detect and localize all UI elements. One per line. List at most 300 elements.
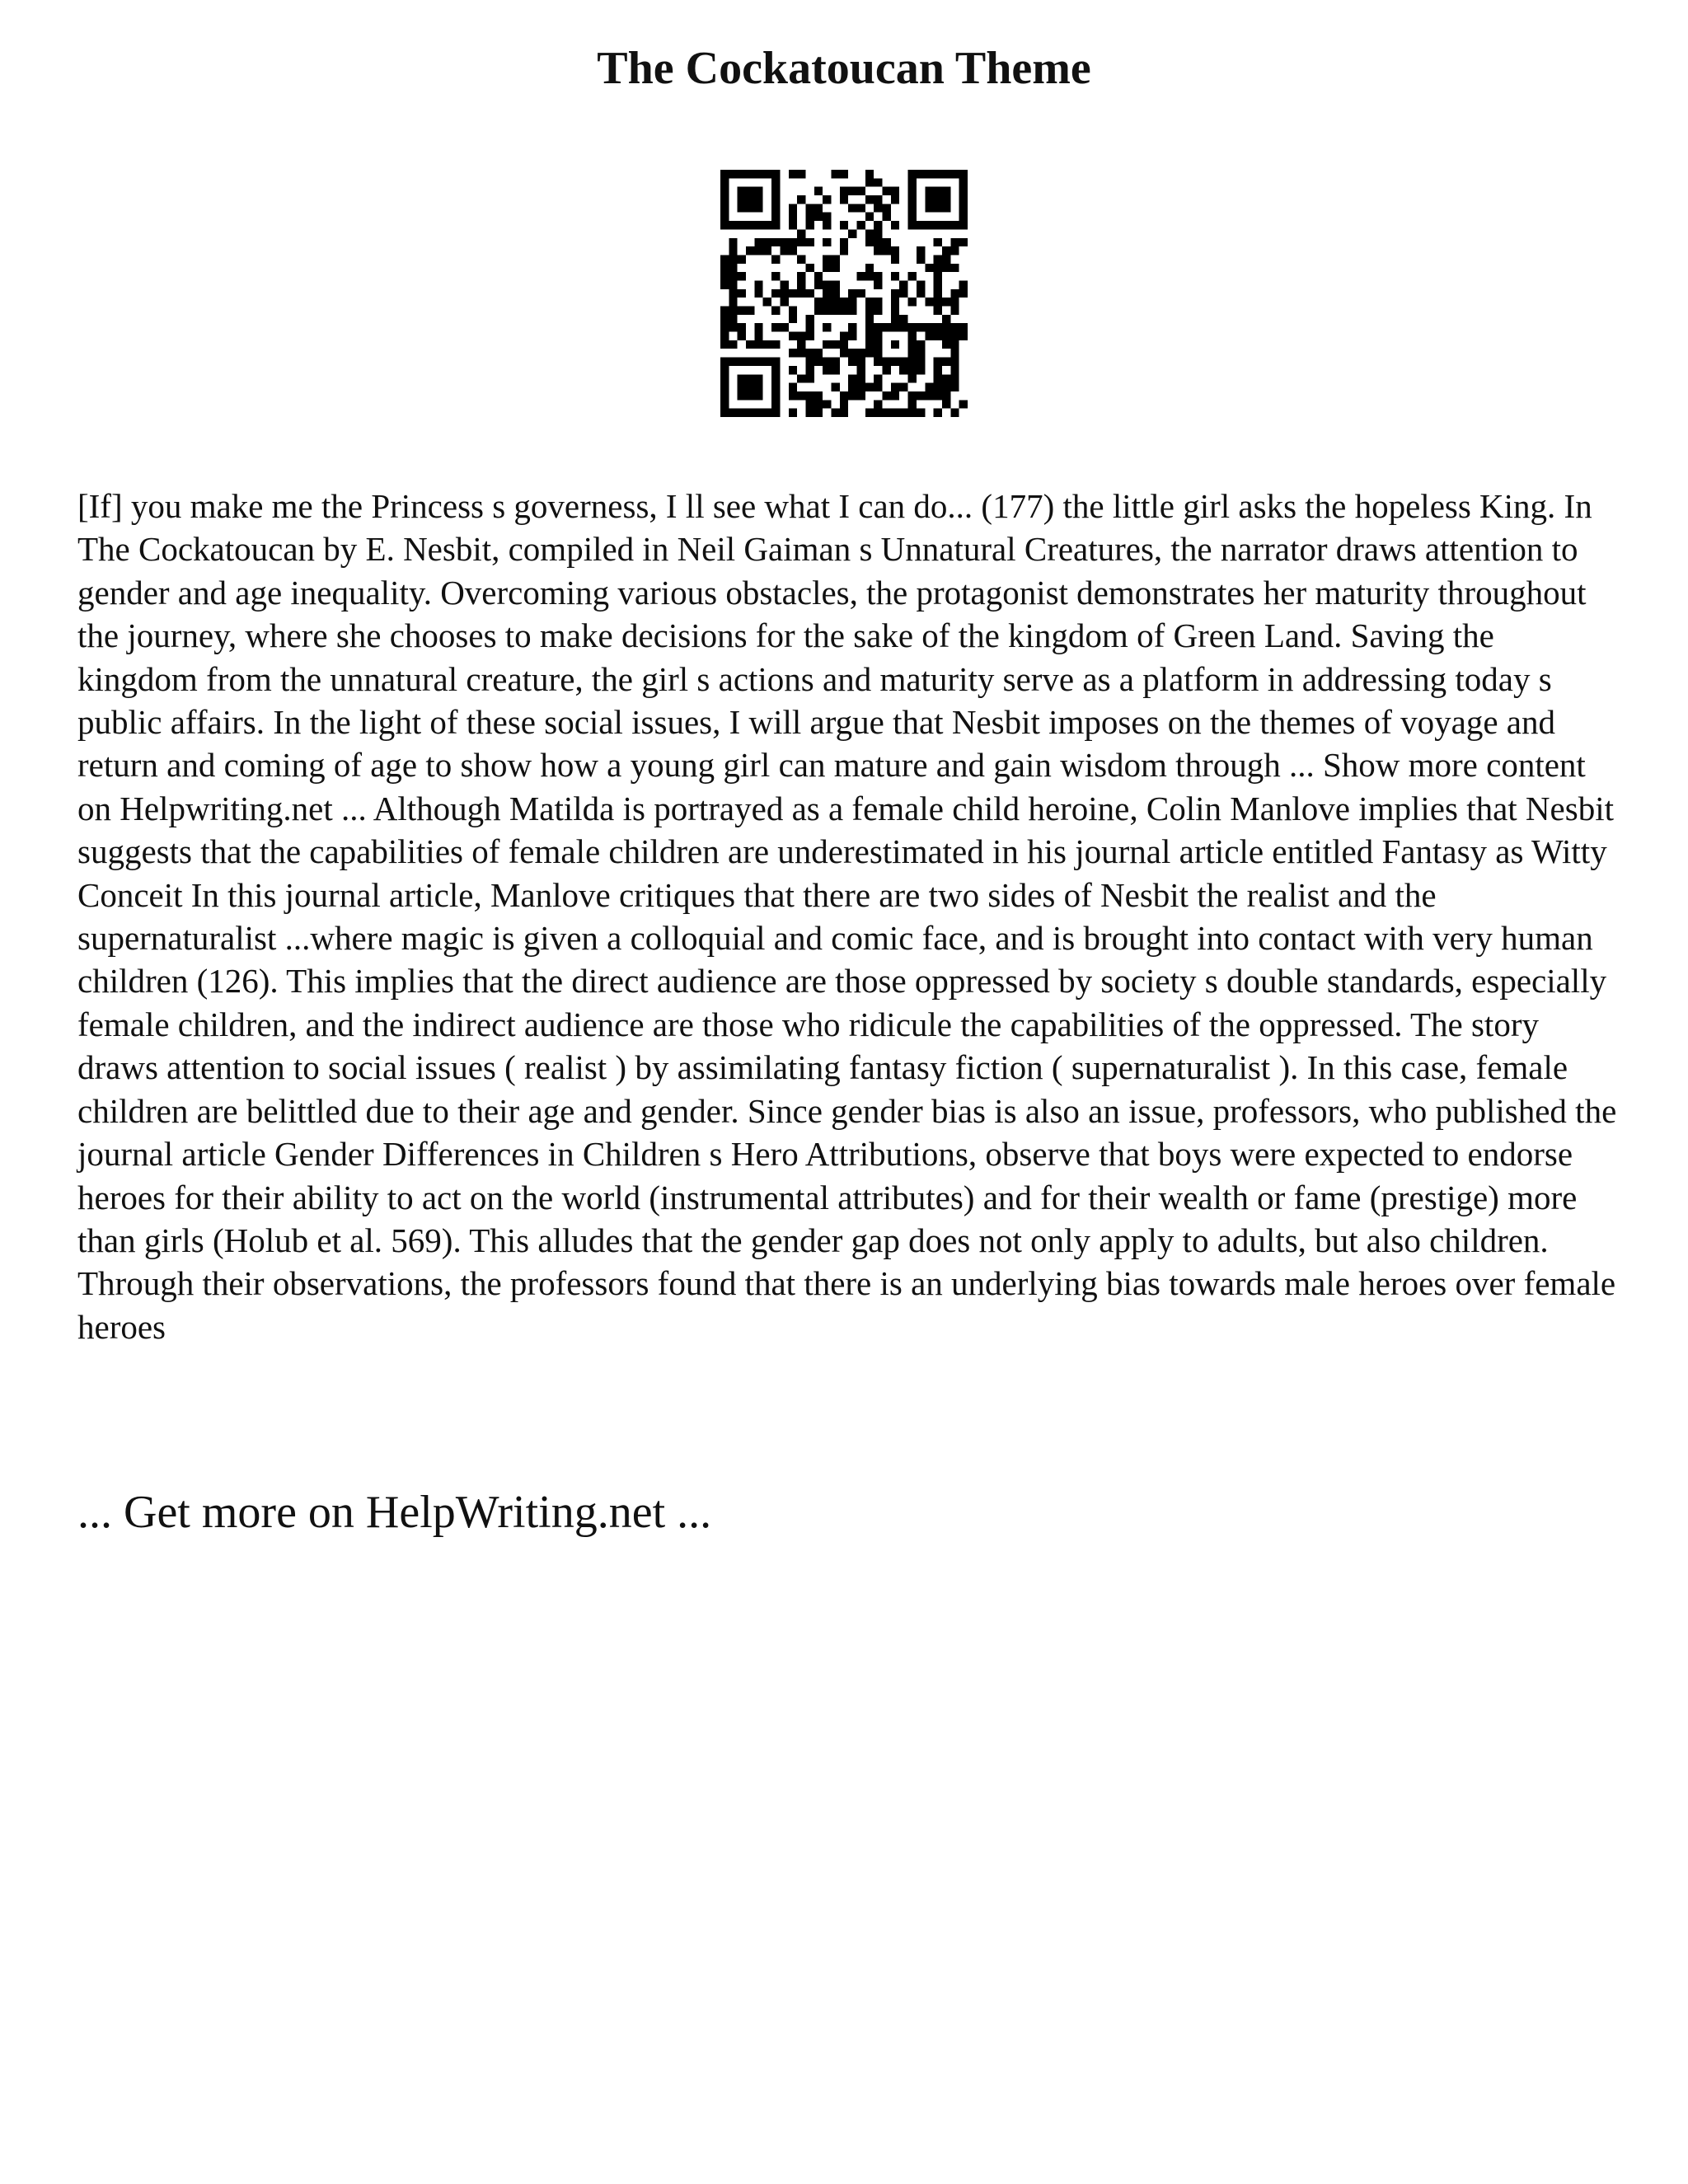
- qr-module: [738, 255, 746, 263]
- qr-module: [771, 400, 780, 408]
- qr-module: [729, 170, 737, 178]
- qr-module: [754, 323, 762, 331]
- qr-module: [729, 238, 737, 246]
- qr-module: [797, 332, 805, 340]
- qr-module: [942, 264, 950, 272]
- qr-module: [797, 170, 805, 178]
- qr-module: [771, 383, 780, 391]
- qr-module: [746, 170, 754, 178]
- qr-module: [917, 280, 925, 288]
- qr-module: [891, 315, 899, 323]
- qr-module: [789, 213, 797, 221]
- qr-module: [848, 391, 856, 400]
- qr-module: [942, 400, 950, 408]
- qr-module: [950, 340, 959, 349]
- qr-module: [840, 170, 848, 178]
- qr-module: [891, 307, 899, 315]
- qr-module: [797, 349, 805, 357]
- qr-module: [865, 383, 874, 391]
- qr-module: [814, 280, 823, 288]
- qr-module: [738, 409, 746, 417]
- qr-module: [763, 298, 771, 306]
- qr-module: [908, 332, 917, 340]
- qr-module: [917, 246, 925, 255]
- qr-module: [805, 349, 814, 357]
- qr-module: [720, 255, 729, 263]
- qr-module: [934, 272, 942, 280]
- qr-module: [823, 221, 831, 229]
- qr-module: [908, 298, 917, 306]
- qr-module: [942, 315, 950, 323]
- qr-module: [840, 221, 848, 229]
- qr-module: [942, 187, 950, 195]
- qr-module: [908, 366, 917, 374]
- qr-module: [925, 221, 933, 229]
- qr-module: [771, 340, 780, 349]
- qr-module: [805, 213, 814, 221]
- qr-module: [780, 289, 788, 298]
- qr-module: [848, 383, 856, 391]
- qr-module: [771, 195, 780, 204]
- qr-module: [754, 374, 762, 382]
- qr-module: [959, 178, 968, 186]
- qr-module: [805, 315, 814, 323]
- qr-module: [729, 264, 737, 272]
- qr-module: [908, 213, 917, 221]
- qr-module: [771, 307, 780, 315]
- qr-module: [857, 349, 865, 357]
- qr-module: [917, 221, 925, 229]
- qr-module: [925, 323, 933, 331]
- qr-module: [942, 391, 950, 400]
- qr-module: [942, 255, 950, 263]
- qr-module: [874, 238, 882, 246]
- qr-module: [899, 409, 907, 417]
- qr-module: [848, 307, 856, 315]
- qr-module: [840, 349, 848, 357]
- qr-module: [754, 289, 762, 298]
- qr-code-graphic: [720, 170, 968, 417]
- qr-module: [720, 315, 729, 323]
- qr-module: [857, 289, 865, 298]
- qr-module: [865, 409, 874, 417]
- qr-module: [934, 358, 942, 366]
- qr-module: [959, 213, 968, 221]
- qr-module: [883, 213, 891, 221]
- qr-module: [814, 307, 823, 315]
- qr-module: [857, 187, 865, 195]
- qr-module: [738, 187, 746, 195]
- qr-module: [934, 255, 942, 263]
- qr-module: [746, 409, 754, 417]
- qr-module: [754, 340, 762, 349]
- qr-module: [942, 358, 950, 366]
- qr-module: [797, 289, 805, 298]
- qr-module: [883, 366, 891, 374]
- qr-module: [950, 383, 959, 391]
- qr-module: [729, 221, 737, 229]
- qr-module: [934, 383, 942, 391]
- qr-module: [950, 349, 959, 357]
- qr-module: [720, 366, 729, 374]
- qr-module: [763, 238, 771, 246]
- qr-module: [959, 187, 968, 195]
- qr-module: [720, 374, 729, 382]
- qr-module: [789, 391, 797, 400]
- qr-module: [814, 272, 823, 280]
- qr-module: [942, 323, 950, 331]
- qr-module: [729, 280, 737, 288]
- qr-module: [883, 187, 891, 195]
- qr-module: [899, 315, 907, 323]
- qr-module: [720, 272, 729, 280]
- qr-module: [814, 204, 823, 212]
- qr-module: [865, 323, 874, 331]
- qr-module: [805, 366, 814, 374]
- qr-module: [934, 280, 942, 288]
- body-paragraph: [If] you make me the Princess s governess, I ll see what I can do... (177) the little girl asks the hopeless King. In The Cockatoucan by E. Nesbit, compiled in Neil Gaiman s Unnatural Creatures, the narrator draws attention to gender and age inequality. Overcoming various obstacles, the protagonist demonstrates her maturity throughout the journey, where she chooses to make decisions for the sake of the kingdom of Green Land. Saving the kingdom from the unnatural creature, the girl s actions and maturity serve as a platform in addressing today s public affairs. In the light of these social issues, I will argue that Nesbit imposes on the themes of voyage and return and coming of age to show how a young girl can mature and gain wisdom through ... Show more content on Helpwriting.net ... Although Matilda is portrayed as a female child heroine, Colin Manlove implies that Nesbit suggests that the capabilities of female children are underestimated in his journal article entitled Fantasy as Witty Conceit In this journal article, Manlove critiques that there are two sides of Nesbit the realist and the supernaturalist ...where magic is given a colloquial and comic face, and is brought into contact with very human children (126). This implies that the direct audience are those oppressed by society s double standards, especially female children, and the indirect audience are those who ridicule the capabilities of the oppressed. The story draws attention to social issues ( realist ) by assimilating fantasy fiction ( supernaturalist ). In this case, female children are belittled due to their age and gender. Since gender bias is also an issue, professors, who published the journal article Gender Differences in Children s Hero Attributions, observe that boys were expected to endorse heroes for their ability to act on the world (instrumental attributes) and for their wealth or fame (prestige) more than girls (Holub et al. 569). This alludes that the gender gap does not only apply to adults, but also children. Through their observations, the professors found that there is an underlying bias towards male heroes over female heroes: [77, 487, 1617, 1346]
- qr-module: [908, 409, 917, 417]
- qr-module: [823, 323, 831, 331]
- qr-module: [738, 391, 746, 400]
- qr-module: [831, 289, 839, 298]
- qr-module: [771, 374, 780, 382]
- qr-module: [729, 409, 737, 417]
- qr-module: [831, 340, 839, 349]
- qr-module: [857, 366, 865, 374]
- qr-module: [848, 187, 856, 195]
- qr-module: [908, 374, 917, 382]
- qr-module: [805, 323, 814, 331]
- qr-module: [746, 383, 754, 391]
- qr-module: [959, 170, 968, 178]
- qr-module: [934, 170, 942, 178]
- qr-module: [738, 289, 746, 298]
- qr-module: [823, 264, 831, 272]
- qr-module: [908, 358, 917, 366]
- qr-module: [908, 340, 917, 349]
- qr-module: [771, 366, 780, 374]
- qr-module: [780, 298, 788, 306]
- qr-module: [720, 332, 729, 340]
- qr-module: [925, 391, 933, 400]
- qr-module: [917, 349, 925, 357]
- qr-code-icon[interactable]: [720, 170, 968, 417]
- qr-module: [780, 280, 788, 288]
- qr-module: [934, 221, 942, 229]
- qr-module: [874, 307, 882, 315]
- qr-module: [797, 229, 805, 237]
- qr-module: [934, 391, 942, 400]
- qr-module: [908, 178, 917, 186]
- qr-module: [771, 391, 780, 400]
- qr-module: [934, 298, 942, 306]
- qr-module: [908, 204, 917, 212]
- qr-module: [925, 204, 933, 212]
- qr-module: [805, 400, 814, 408]
- qr-module: [950, 246, 959, 255]
- qr-module: [729, 255, 737, 263]
- qr-module: [848, 323, 856, 331]
- qr-module: [934, 332, 942, 340]
- qr-module: [883, 246, 891, 255]
- qr-module: [831, 170, 839, 178]
- qr-module: [763, 246, 771, 255]
- qr-module: [883, 409, 891, 417]
- qr-module: [917, 340, 925, 349]
- qr-module: [720, 221, 729, 229]
- qr-module: [934, 409, 942, 417]
- qr-module: [805, 409, 814, 417]
- qr-module: [874, 358, 882, 366]
- qr-module: [891, 298, 899, 306]
- qr-module: [746, 221, 754, 229]
- qr-module: [746, 195, 754, 204]
- qr-module: [814, 391, 823, 400]
- qr-module: [789, 315, 797, 323]
- qr-module: [865, 340, 874, 349]
- qr-module: [942, 374, 950, 382]
- qr-module: [789, 170, 797, 178]
- qr-module: [840, 187, 848, 195]
- qr-module: [780, 238, 788, 246]
- qr-module: [831, 383, 839, 391]
- qr-module: [831, 366, 839, 374]
- qr-module: [720, 391, 729, 400]
- qr-module: [848, 298, 856, 306]
- qr-module: [865, 298, 874, 306]
- qr-module: [908, 272, 917, 280]
- qr-module: [738, 323, 746, 331]
- qr-module: [891, 409, 899, 417]
- qr-module: [934, 307, 942, 315]
- qr-module: [934, 204, 942, 212]
- qr-module: [840, 340, 848, 349]
- qr-module: [797, 280, 805, 288]
- qr-module: [950, 221, 959, 229]
- qr-module: [874, 374, 882, 382]
- qr-module: [823, 280, 831, 288]
- qr-module: [720, 358, 729, 366]
- qr-module: [823, 195, 831, 204]
- qr-module: [789, 238, 797, 246]
- qr-module: [917, 366, 925, 374]
- qr-module: [950, 358, 959, 366]
- qr-module: [959, 323, 968, 331]
- qr-module: [738, 383, 746, 391]
- qr-module: [789, 409, 797, 417]
- qr-module: [805, 289, 814, 298]
- qr-module: [959, 400, 968, 408]
- qr-module: [720, 170, 729, 178]
- get-more-link[interactable]: ... Get more on HelpWriting.net ...: [77, 1487, 712, 1538]
- qr-module: [738, 374, 746, 382]
- qr-module: [771, 187, 780, 195]
- qr-module: [763, 340, 771, 349]
- qr-module: [797, 374, 805, 382]
- qr-module: [865, 213, 874, 221]
- qr-module: [874, 383, 882, 391]
- qr-module: [891, 323, 899, 331]
- qr-module: [729, 323, 737, 331]
- qr-module: [908, 349, 917, 357]
- qr-module: [925, 195, 933, 204]
- qr-module: [942, 195, 950, 204]
- qr-module: [934, 187, 942, 195]
- qr-module: [874, 349, 882, 357]
- qr-module: [763, 358, 771, 366]
- qr-module: [754, 332, 762, 340]
- qr-module: [848, 349, 856, 357]
- qr-module: [763, 221, 771, 229]
- qr-module: [754, 358, 762, 366]
- qr-module: [917, 289, 925, 298]
- qr-module: [823, 358, 831, 366]
- qr-module: [754, 204, 762, 212]
- qr-module: [891, 187, 899, 195]
- qr-module: [908, 195, 917, 204]
- qr-module: [814, 298, 823, 306]
- qr-module: [814, 349, 823, 357]
- qr-module: [805, 238, 814, 246]
- qr-module: [874, 332, 882, 340]
- qr-module: [720, 187, 729, 195]
- qr-module: [754, 187, 762, 195]
- qr-module: [805, 358, 814, 366]
- qr-module: [908, 187, 917, 195]
- qr-module: [754, 170, 762, 178]
- qr-module: [840, 409, 848, 417]
- qr-module: [738, 204, 746, 212]
- qr-module: [746, 204, 754, 212]
- qr-module: [942, 298, 950, 306]
- qr-module: [771, 238, 780, 246]
- qr-module: [720, 400, 729, 408]
- qr-module: [729, 272, 737, 280]
- qr-module: [840, 391, 848, 400]
- qr-module: [823, 213, 831, 221]
- qr-module: [865, 272, 874, 280]
- qr-module: [754, 238, 762, 246]
- qr-module: [874, 195, 882, 204]
- qr-module: [771, 221, 780, 229]
- qr-module: [908, 391, 917, 400]
- qr-module: [857, 272, 865, 280]
- qr-module: [754, 246, 762, 255]
- qr-module: [917, 358, 925, 366]
- qr-module: [746, 374, 754, 382]
- qr-module: [917, 409, 925, 417]
- qr-module: [883, 391, 891, 400]
- qr-module: [950, 409, 959, 417]
- qr-module: [789, 383, 797, 391]
- qr-module: [874, 340, 882, 349]
- qr-module: [720, 178, 729, 186]
- qr-module: [891, 289, 899, 298]
- qr-module: [950, 366, 959, 374]
- qr-module: [942, 221, 950, 229]
- qr-module: [942, 170, 950, 178]
- qr-module: [771, 409, 780, 417]
- qr-module: [950, 238, 959, 246]
- qr-module: [934, 289, 942, 298]
- qr-module: [738, 358, 746, 366]
- qr-module: [857, 383, 865, 391]
- qr-module: [720, 204, 729, 212]
- qr-module: [823, 289, 831, 298]
- qr-module: [840, 246, 848, 255]
- qr-module: [942, 246, 950, 255]
- qr-module: [771, 358, 780, 366]
- qr-module: [874, 400, 882, 408]
- qr-module: [934, 374, 942, 382]
- qr-module: [950, 332, 959, 340]
- qr-module: [729, 315, 737, 323]
- qr-module: [959, 195, 968, 204]
- qr-module: [720, 280, 729, 288]
- qr-module: [934, 238, 942, 246]
- page-title: The Cockatoucan Theme: [597, 43, 1091, 94]
- qr-module: [942, 340, 950, 349]
- qr-module: [746, 246, 754, 255]
- qr-module: [857, 204, 865, 212]
- qr-module: [899, 289, 907, 298]
- qr-module: [797, 255, 805, 263]
- qr-module: [899, 280, 907, 288]
- qr-module: [840, 238, 848, 246]
- qr-module: [797, 272, 805, 280]
- qr-module: [840, 400, 848, 408]
- qr-module: [848, 204, 856, 212]
- qr-module: [805, 332, 814, 340]
- qr-module: [729, 340, 737, 349]
- qr-module: [934, 264, 942, 272]
- qr-module: [908, 221, 917, 229]
- qr-module: [891, 221, 899, 229]
- qr-module: [891, 383, 899, 391]
- qr-module: [720, 383, 729, 391]
- qr-module: [805, 374, 814, 382]
- qr-module: [754, 280, 762, 288]
- qr-module: [942, 332, 950, 340]
- qr-module: [805, 391, 814, 400]
- qr-module: [840, 195, 848, 204]
- qr-module: [771, 178, 780, 186]
- qr-module: [771, 213, 780, 221]
- qr-module: [874, 221, 882, 229]
- qr-module: [720, 323, 729, 331]
- qr-module: [805, 221, 814, 229]
- qr-module: [814, 213, 823, 221]
- qr-module: [848, 289, 856, 298]
- qr-module: [789, 366, 797, 374]
- qr-module: [823, 340, 831, 349]
- qr-module: [950, 298, 959, 306]
- qr-module: [831, 264, 839, 272]
- qr-module: [831, 298, 839, 306]
- qr-module: [891, 358, 899, 366]
- qr-module: [848, 374, 856, 382]
- qr-module: [797, 340, 805, 349]
- qr-module: [729, 358, 737, 366]
- qr-module: [857, 358, 865, 366]
- qr-module: [950, 264, 959, 272]
- qr-module: [874, 323, 882, 331]
- qr-module: [959, 238, 968, 246]
- qr-module: [840, 307, 848, 315]
- qr-module: [874, 272, 882, 280]
- qr-module: [720, 195, 729, 204]
